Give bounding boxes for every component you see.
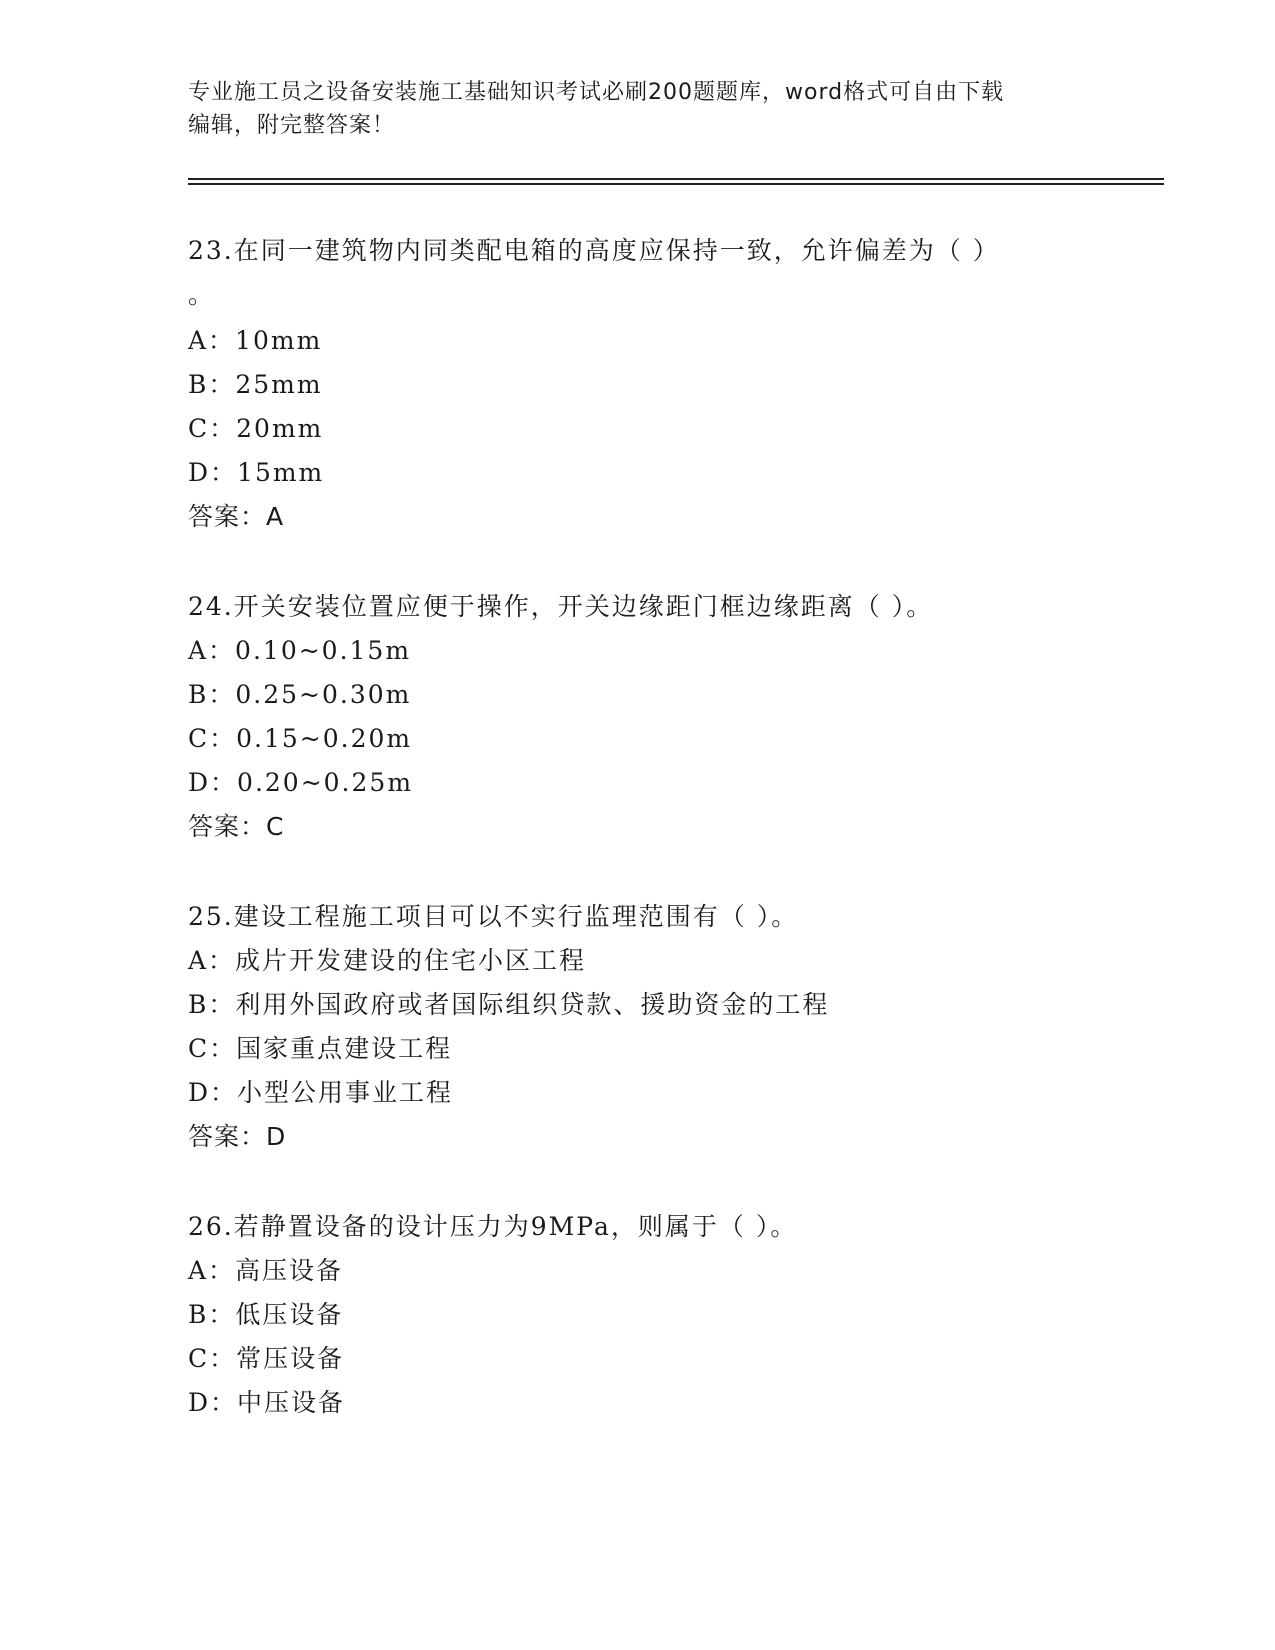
question-23-option-d: D：15mm: [188, 458, 325, 487]
document-header: [188, 76, 1088, 142]
question-25-option-a: A：成片开发建设的住宅小区工程: [188, 946, 587, 975]
question-25-option-c: C：国家重点建设工程: [188, 1034, 453, 1063]
question-23-stem-continuation: 。: [188, 280, 216, 309]
question-25-option-d: D：小型公用事业工程: [188, 1078, 454, 1107]
question-24-stem: 24.开关安装位置应便于操作，开关边缘距门框边缘距离（ ）。: [188, 592, 934, 621]
question-26-option-b: B：低压设备: [188, 1300, 344, 1329]
question-24-option-a: A：0.10~0.15m: [188, 636, 412, 665]
question-23-stem: 23.在同一建筑物内同类配电箱的高度应保持一致，允许偏差为（ ）: [188, 236, 1000, 265]
question-26-stem: 26.若静置设备的设计压力为9MPa，则属于（ ）。: [188, 1212, 798, 1241]
question-23-answer: 答案：A: [188, 502, 285, 531]
question-23-option-a: A：10mm: [188, 326, 323, 355]
question-25-answer: 答案：D: [188, 1122, 287, 1151]
question-26-option-d: D：中压设备: [188, 1388, 346, 1417]
question-24-option-b: B：0.25~0.30m: [188, 680, 412, 709]
question-24-option-c: C：0.15~0.20m: [188, 724, 413, 753]
question-25-stem: 25.建设工程施工项目可以不实行监理范围有（ ）。: [188, 902, 799, 931]
question-23-option-c: C：20mm: [188, 414, 324, 443]
question-24-option-d: D：0.20~0.25m: [188, 768, 414, 797]
question-26-option-a: A：高压设备: [188, 1256, 344, 1285]
question-24-answer: 答案：C: [188, 812, 285, 841]
header-divider-top: [188, 178, 1164, 180]
question-26-option-c: C：常压设备: [188, 1344, 345, 1373]
header-title-line-1: 专业施工员之设备安装施工基础知识考试必刷200题题库，word格式可自由下载: [188, 80, 1005, 105]
question-23-option-b: B：25mm: [188, 370, 323, 399]
question-25-option-b: B：利用外国政府或者国际组织贷款、援助资金的工程: [188, 990, 830, 1019]
header-divider-bottom: [188, 183, 1164, 185]
header-title-line-2: 编辑，附完整答案！: [188, 113, 396, 138]
